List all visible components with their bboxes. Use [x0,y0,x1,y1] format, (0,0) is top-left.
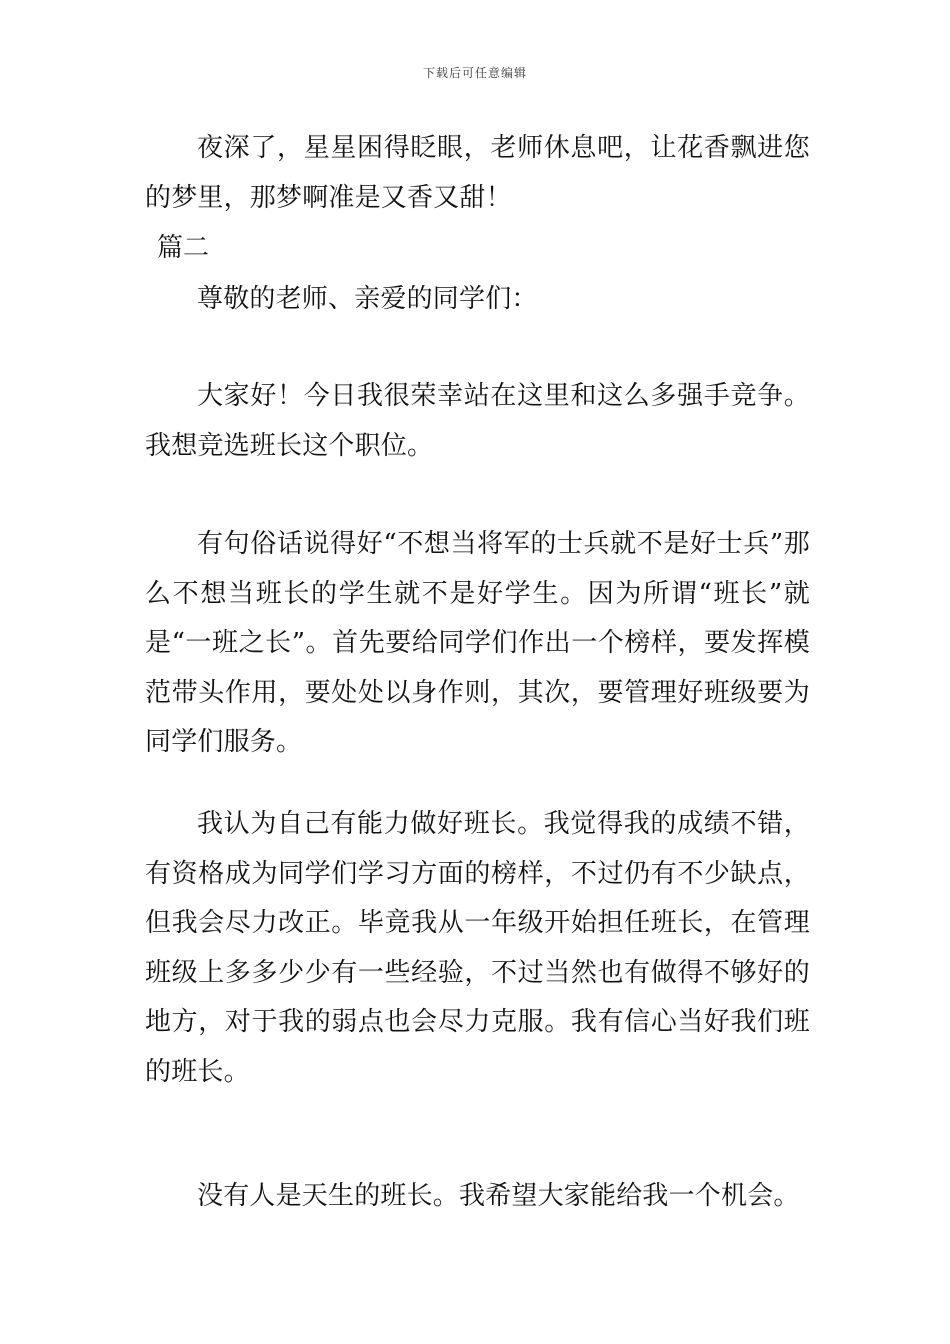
page-header-note: 下载后可任意编辑 [422,66,527,80]
paragraph-closing-poem: 夜深了，星星困得眨眼，老师休息吧，让花香飘进您的梦里，那梦啊准是又香又甜！ [145,133,810,213]
paragraph-closing-request: 没有人是天生的班长。我希望大家能给我一个机会。 [197,1181,800,1211]
greeting-line: 尊敬的老师、亲爱的同学们： [197,284,538,314]
paragraph-introduction: 大家好！今日我很荣幸站在这里和这么多强手竞争。我想竞选班长这个职位。 [145,381,810,461]
paragraph-proverb: 有句俗话说得好“不想当将军的士兵就不是好士兵”那么不想当班长的学生就不是好学生。因为所谓“班长”就是“一班之长”。首先要给同学们作出一个榜样，要发挥模范带头作用，要处处以身作则，其次，要管理好班级要为同学们服务。 [145,529,810,757]
paragraph-self-assessment: 我认为自己有能力做好班长。我觉得我的成绩不错，有资格成为同学们学习方面的榜样，不过仍有不少缺点，但我会尽力改正。毕竟我从一年级开始担任班长，在管理班级上多多少少有一些经验，不过当然也有做得不够好的地方，对于我的弱点也会尽力克服。我有信心当好我们班的班长。 [145,809,810,1087]
section-title: 篇二 [157,233,210,263]
